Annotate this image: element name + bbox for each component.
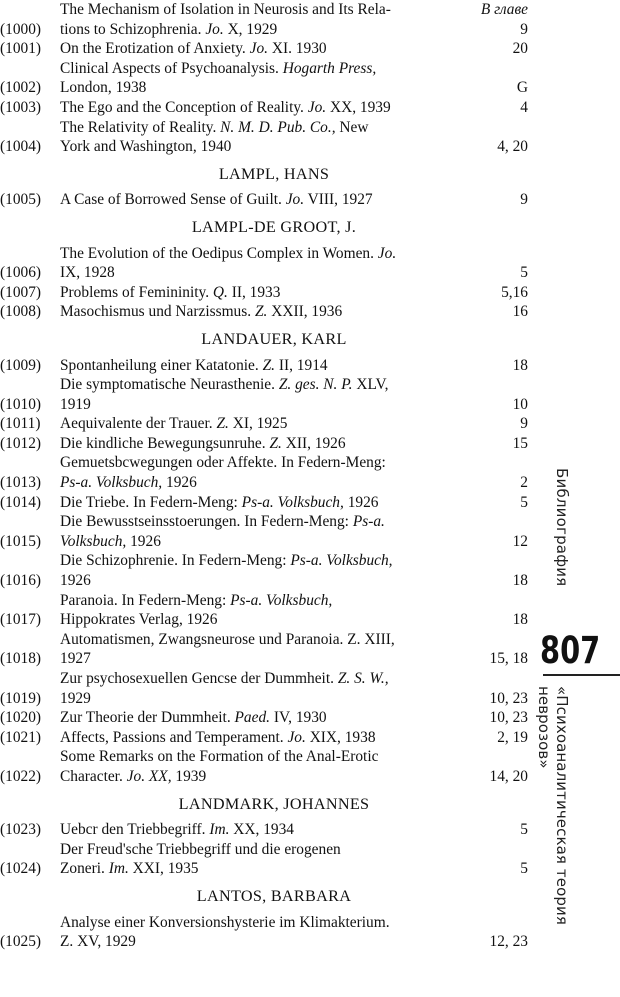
entry-text bbox=[60, 551, 464, 590]
entry-line: Hippokrates Verlag, 1926 bbox=[60, 611, 218, 629]
entry-number: (1020) bbox=[0, 709, 42, 727]
entry-line: 1927 bbox=[60, 650, 91, 668]
entry-text bbox=[60, 630, 464, 669]
entry-text bbox=[60, 302, 464, 322]
entry-pages: 10, 23 bbox=[489, 709, 528, 727]
bibliography-entry bbox=[0, 39, 528, 59]
entry-pages: G bbox=[516, 79, 528, 97]
chapter-column-label: В главе bbox=[480, 1, 528, 18]
entry-pages: 4, 20 bbox=[497, 138, 528, 156]
bibliography-entry bbox=[0, 118, 528, 157]
bibliography-entry bbox=[0, 453, 528, 492]
entry-number: (1023) bbox=[0, 821, 42, 839]
entry-text bbox=[60, 591, 464, 630]
entry-line: The Ego and the Conception of Reality. Jo. XX, 1939 bbox=[60, 98, 391, 116]
entry-pages: 9 bbox=[520, 415, 528, 433]
entry-number: (1025) bbox=[0, 933, 42, 951]
entry-line: A Case of Borrowed Sense of Guilt. Jo. VIII, 1927 bbox=[60, 191, 373, 209]
entry-pages: 9 bbox=[520, 191, 528, 209]
bibliography-entry bbox=[0, 747, 528, 786]
bibliography-entry bbox=[0, 59, 528, 98]
book-running-head: «Психоаналитическая теория неврозов» bbox=[535, 686, 571, 925]
entry-text bbox=[60, 512, 464, 551]
entry-text bbox=[60, 728, 464, 748]
entry-pages: 5 bbox=[520, 821, 528, 839]
entry-line: Zur psychosexuellen Gencse der Dummheit. Z. S. W., bbox=[60, 670, 389, 687]
entry-line: 1929 bbox=[60, 689, 91, 707]
entry-line: Gemuetsbcwegungen oder Affekte. In Federn-Meng: bbox=[60, 454, 386, 472]
bibliography-entry bbox=[0, 414, 528, 434]
entry-text bbox=[60, 669, 464, 708]
author-heading: LAMPL-DE GROOT, J. bbox=[191, 217, 357, 236]
entry-text bbox=[60, 0, 464, 39]
entry-line: Analyse einer Konversionshysterie im Klimakterium. bbox=[60, 913, 390, 931]
entry-text bbox=[60, 39, 464, 59]
entry-pages: 5 bbox=[520, 860, 528, 878]
entry-line: The Evolution of the Oedipus Complex in Women. Jo. bbox=[60, 244, 397, 262]
entry-number: (1000) bbox=[0, 20, 42, 38]
entry-text bbox=[60, 59, 464, 98]
entry-pages: 12, 23 bbox=[489, 933, 528, 951]
entry-line: tions to Schizophrenia. Jo. X, 1929 bbox=[60, 20, 278, 38]
entry-line: Zoneri. Im. XXI, 1935 bbox=[60, 860, 199, 878]
entry-line: Ps-a. Volksbuch, 1926 bbox=[60, 474, 197, 492]
entry-line: Volksbuch, 1926 bbox=[60, 532, 161, 550]
section-running-head: Библиография bbox=[553, 468, 571, 587]
bibliography-entry bbox=[0, 591, 528, 630]
entry-text bbox=[60, 708, 464, 728]
entry-number: (1006) bbox=[0, 264, 42, 282]
entry-line: 1926 bbox=[60, 572, 91, 590]
entry-pages: 15, 18 bbox=[489, 650, 528, 668]
entry-number: (1012) bbox=[0, 434, 42, 452]
entry-line: Automatismen, Zwangsneurose und Paranoia. Z. XIII, bbox=[60, 630, 395, 648]
author-heading: LANDMARK, JOHANNES bbox=[178, 794, 370, 813]
bibliography-entry bbox=[0, 190, 528, 210]
entry-pages-column bbox=[464, 0, 528, 39]
entry-number: (1010) bbox=[0, 395, 42, 413]
entry-line: London, 1938 bbox=[60, 79, 147, 97]
entry-number: (1017) bbox=[0, 611, 42, 629]
entry-line: York and Washington, 1940 bbox=[60, 138, 232, 156]
bibliography-entry bbox=[0, 375, 528, 414]
entry-line: Some Remarks on the Formation of the Anal-Erotic bbox=[60, 748, 379, 766]
bibliography-entry bbox=[0, 512, 528, 551]
entry-pages: 2 bbox=[520, 474, 528, 492]
entry-number: (1021) bbox=[0, 728, 42, 746]
entry-number: (1009) bbox=[0, 356, 42, 374]
page-number-rule bbox=[543, 674, 620, 676]
entry-line: Die Bewusstseinsstoerungen. In Federn-Meng: Ps-a. bbox=[60, 513, 385, 531]
entry-pages: 10 bbox=[512, 395, 528, 413]
entry-number: (1016) bbox=[0, 572, 42, 590]
entry-text bbox=[60, 913, 464, 952]
entry-number: (1007) bbox=[0, 283, 42, 301]
entry-pages: 10, 23 bbox=[489, 689, 528, 707]
entry-text bbox=[60, 356, 464, 376]
entry-pages: 16 bbox=[512, 303, 528, 321]
entry-pages: 15 bbox=[512, 434, 528, 452]
entry-pages: 4 bbox=[520, 98, 528, 116]
entry-text bbox=[60, 493, 464, 513]
entry-pages: 14, 20 bbox=[489, 767, 528, 785]
bibliography-entry bbox=[0, 434, 528, 454]
entry-line: Aequivalente der Trauer. Z. XI, 1925 bbox=[60, 415, 288, 433]
entry-pages: 2, 19 bbox=[497, 728, 528, 746]
entry-number: (1019) bbox=[0, 689, 42, 707]
bibliography-entry bbox=[0, 356, 528, 376]
entry-text bbox=[60, 98, 464, 118]
entry-line: IX, 1928 bbox=[60, 264, 115, 282]
entry-line: Die Schizophrenie. In Federn-Meng: Ps-a. Volksbuch, bbox=[60, 552, 393, 570]
author-heading: LANTOS, BARBARA bbox=[196, 886, 352, 905]
entry-number: (1002) bbox=[0, 79, 42, 97]
entry-pages: 9 bbox=[520, 20, 528, 38]
entry-line: Spontanheilung einer Katatonie. Z. II, 1914 bbox=[60, 356, 328, 374]
entry-number: (1024) bbox=[0, 860, 42, 878]
bibliography-entry bbox=[0, 551, 528, 590]
entry-number: (1001) bbox=[0, 40, 42, 58]
entry-number: (1003) bbox=[0, 98, 42, 116]
entry-line: Paranoia. In Federn-Meng: Ps-a. Volksbuch, bbox=[60, 591, 333, 609]
bibliography-entry bbox=[0, 98, 528, 118]
entry-pages: 12 bbox=[512, 532, 528, 550]
entry-pages: 5,16 bbox=[501, 283, 528, 301]
entry-number: (1014) bbox=[0, 493, 42, 511]
page-number: 807 bbox=[540, 629, 601, 672]
entry-number: (1022) bbox=[0, 767, 42, 785]
entry-line: The Relativity of Reality. N. M. D. Pub. Co., New bbox=[60, 118, 369, 136]
entry-pages: 18 bbox=[512, 356, 528, 374]
entry-text bbox=[60, 283, 464, 303]
bibliography-entry bbox=[0, 669, 528, 708]
bibliography-entry bbox=[0, 708, 528, 728]
entry-line: The Mechanism of Isolation in Neurosis and Its Rela- bbox=[60, 1, 391, 18]
entry-number: (1004) bbox=[0, 138, 42, 156]
bibliography-entry bbox=[0, 820, 528, 840]
entry-number: (1013) bbox=[0, 474, 42, 492]
entry-line: Der Freud'sche Triebbegriff und die erogenen bbox=[60, 840, 341, 858]
entry-line: Uebcr den Triebbegriff. Im. XX, 1934 bbox=[60, 821, 294, 839]
entry-pages: 18 bbox=[512, 611, 528, 629]
bibliography-entry bbox=[0, 0, 528, 39]
entry-pages: 5 bbox=[520, 493, 528, 511]
entry-line: 1919 bbox=[60, 395, 91, 413]
entry-line: Character. Jo. XX, 1939 bbox=[60, 767, 207, 785]
entry-pages: 18 bbox=[512, 572, 528, 590]
entry-line: Z. XV, 1929 bbox=[60, 933, 136, 951]
entry-text bbox=[60, 244, 464, 283]
bibliography-entry bbox=[0, 728, 528, 748]
entry-text bbox=[60, 820, 464, 840]
entry-text bbox=[60, 414, 464, 434]
entry-number: (1005) bbox=[0, 191, 42, 209]
entry-text bbox=[60, 375, 464, 414]
entry-line: Die symptomatische Neurasthenie. Z. ges. N. P. XLV, bbox=[60, 376, 389, 394]
entry-text bbox=[60, 453, 464, 492]
entry-text bbox=[60, 840, 464, 879]
entry-pages: 20 bbox=[512, 40, 528, 58]
entry-text bbox=[60, 190, 464, 210]
bibliography-entry bbox=[0, 913, 528, 952]
entry-text bbox=[60, 747, 464, 786]
bibliography-entry bbox=[0, 630, 528, 669]
entry-line: Masochismus und Narzissmus. Z. XXII, 1936 bbox=[60, 303, 343, 321]
bibliography-entry bbox=[0, 244, 528, 283]
bibliography-entry bbox=[0, 493, 528, 513]
entry-number: (1008) bbox=[0, 303, 42, 321]
entry-line: On the Erotization of Anxiety. Jo. XI. 1930 bbox=[60, 40, 327, 58]
entry-line: Zur Theorie der Dummheit. Paed. IV, 1930 bbox=[60, 709, 327, 727]
entry-number: (1018) bbox=[0, 650, 42, 668]
author-heading: LANDAUER, KARL bbox=[201, 329, 347, 348]
entry-line: Affects, Passions and Temperament. Jo. XIX, 1938 bbox=[60, 728, 376, 746]
bibliography-entry bbox=[0, 283, 528, 303]
entry-line: Die kindliche Bewegungsunruhe. Z. XII, 1926 bbox=[60, 434, 346, 452]
entry-text bbox=[60, 118, 464, 157]
entry-text bbox=[60, 434, 464, 454]
author-heading: LAMPL, HANS bbox=[218, 164, 330, 183]
bibliography-entry bbox=[0, 840, 528, 879]
entry-pages: 5 bbox=[520, 264, 528, 282]
entry-number: (1015) bbox=[0, 532, 42, 550]
entry-number: (1011) bbox=[0, 415, 41, 433]
entry-line: Die Triebe. In Federn-Meng: Ps-a. Volksbuch, 1926 bbox=[60, 493, 379, 511]
entry-line: Problems of Femininity. Q. II, 1933 bbox=[60, 283, 281, 301]
entry-line: Clinical Aspects of Psychoanalysis. Hogarth Press, bbox=[60, 59, 377, 77]
bibliography-entry bbox=[0, 302, 528, 322]
